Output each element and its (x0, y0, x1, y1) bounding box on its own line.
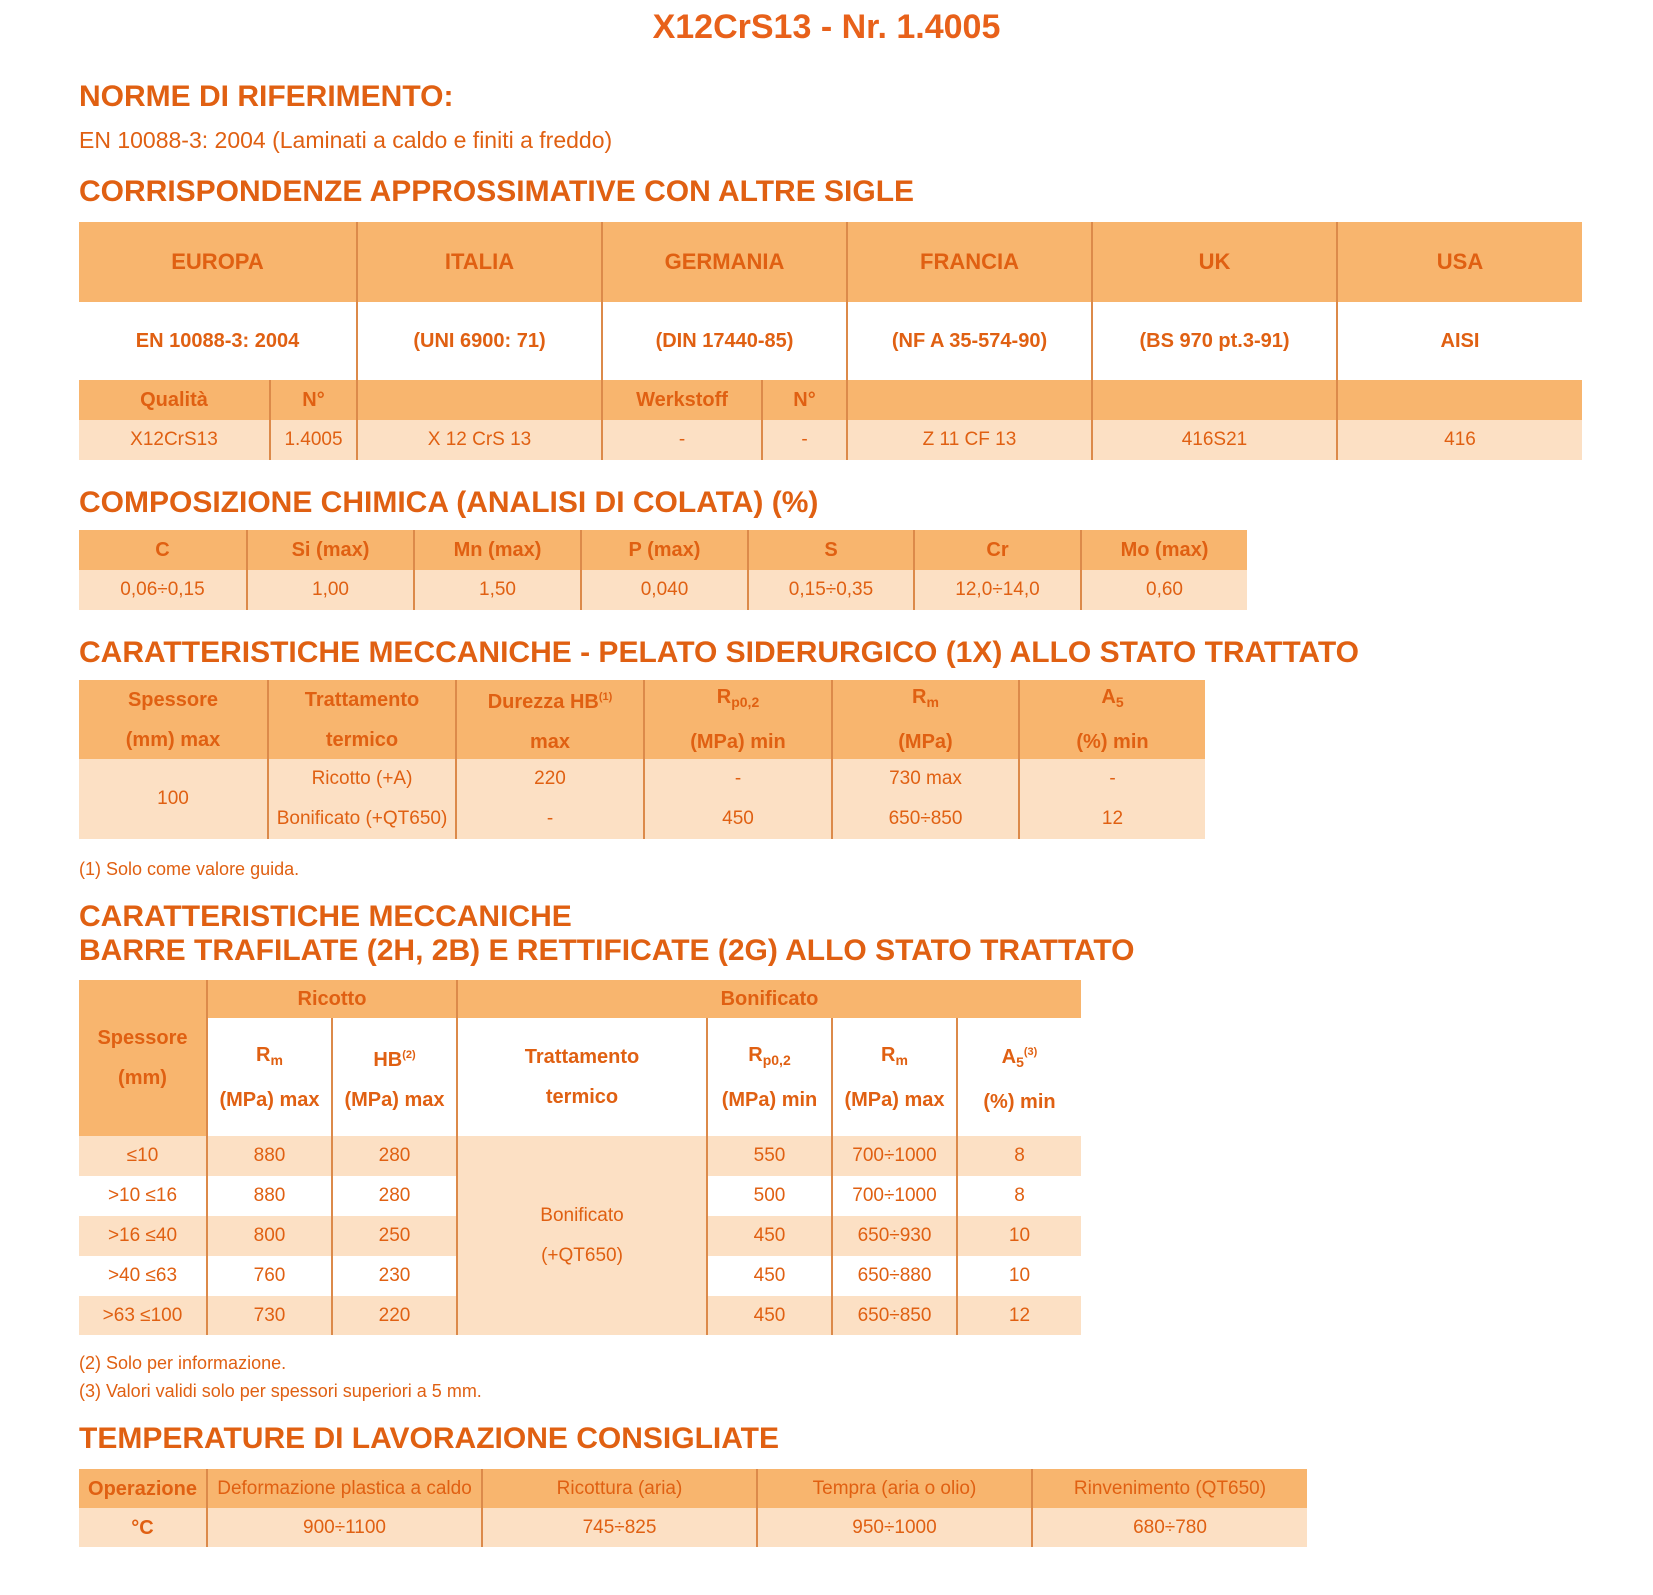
barre-hb-footnote-ref: (2) (402, 1048, 416, 1061)
norme-heading: NORME DI RIFERIMENTO: (79, 80, 454, 113)
temp-op-tempra: Tempra (aria o olio) (756, 1469, 1031, 1508)
value-werkstoff: - (601, 420, 761, 460)
subheader-uk-empty (1091, 380, 1336, 420)
pelato-row1-rp: - (643, 759, 831, 799)
page-title: X12CrS13 - Nr. 1.4005 (652, 8, 1001, 46)
country-uk: UK (1091, 222, 1336, 302)
barre-row3-rp: 450 (706, 1216, 831, 1256)
pelato-row2-rm: 650÷850 (831, 799, 1018, 839)
temperature-table (79, 1469, 1307, 1547)
comp-value-mn: 1,50 (413, 570, 580, 610)
comp-value-mo: 0,60 (1080, 570, 1247, 610)
temp-op-rinvenimento: Rinvenimento (QT650) (1031, 1469, 1307, 1508)
barre-row5-rm2: 650÷850 (831, 1296, 956, 1335)
temp-op-deformazione: Deformazione plastica a caldo (206, 1469, 481, 1508)
barre-row1-rm: 880 (206, 1136, 331, 1176)
barre-row5-hb: 220 (331, 1296, 456, 1335)
norme-text: EN 10088-3: 2004 (Laminati a caldo e finiti a freddo) (79, 127, 613, 153)
barre-header-trattamento-line2: termico (545, 1086, 619, 1108)
comp-header-mn: Mn (max) (413, 530, 580, 570)
barre-row3-hb: 250 (331, 1216, 456, 1256)
subheader-qualita: Qualità (79, 380, 269, 420)
standard-europa: EN 10088-3: 2004 (79, 302, 356, 380)
comp-header-cr: Cr (913, 530, 1080, 570)
durezza-label: Durezza HB (487, 691, 599, 713)
pelato-table (79, 680, 1205, 839)
barre-heading-1: CARATTERISTICHE MECCANICHE (79, 900, 572, 933)
barre-row4-a5: 10 (956, 1256, 1081, 1296)
pelato-header-durezza-line2: max (529, 731, 571, 753)
temp-label-unit: °C (79, 1508, 206, 1547)
barre-row4-hb: 230 (331, 1256, 456, 1296)
pelato-header-a5-line2: (%) min (1076, 731, 1149, 753)
barre-rm-subscript: m (270, 1051, 283, 1068)
a5-subscript: 5 (1115, 694, 1124, 710)
comp-header-c: C (79, 530, 246, 570)
barre-header-rp (706, 1018, 831, 1136)
value-usa: 416 (1336, 420, 1582, 460)
barre-row4-spessore: >40 ≤63 (79, 1256, 206, 1296)
pelato-header-rm-line1 (912, 677, 939, 722)
corrispondenze-heading: CORRISPONDENZE APPROSSIMATIVE CON ALTRE SIGLE (79, 175, 915, 208)
subheader-n1: N° (269, 380, 356, 420)
standard-italia: (UNI 6900: 71) (356, 302, 601, 380)
barre-row5-rp: 450 (706, 1296, 831, 1335)
standard-francia: (NF A 35-574-90) (846, 302, 1091, 380)
pelato-header-durezza (455, 680, 643, 759)
pelato-row2-a5: 12 (1018, 799, 1205, 839)
barre-row4-rp: 450 (706, 1256, 831, 1296)
pelato-header-spessore (79, 680, 267, 759)
barre-a5-footnote-ref: (3) (1023, 1046, 1038, 1058)
pelato-header-a5-line1 (1101, 677, 1123, 722)
country-germania: GERMANIA (601, 222, 846, 302)
subheader-italia-empty (356, 380, 601, 420)
pelato-header-trattamento-line2: termico (325, 728, 399, 751)
barre-header-rm-line2: (MPa) max (219, 1088, 320, 1111)
pelato-note: (1) Solo come valore guida. (79, 859, 300, 879)
country-francia: FRANCIA (846, 222, 1091, 302)
barre-header-spessore (79, 980, 206, 1136)
barre-row3-a5: 10 (956, 1216, 1081, 1256)
comp-value-p: 0,040 (580, 570, 747, 610)
barre-trattamento-line1: Bonificato (540, 1204, 624, 1226)
pelato-header-rp-line2: (MPa) min (690, 731, 786, 753)
barre-header-hb (331, 1018, 456, 1136)
comp-header-p: P (max) (580, 530, 747, 570)
barre-note-2: (2) Solo per informazione. (79, 1353, 287, 1373)
barre-note-3: (3) Valori validi solo per spessori superiori a 5 mm. (79, 1381, 482, 1401)
value-qualita: X12CrS13 (79, 420, 269, 460)
barre-row2-rm: 880 (206, 1176, 331, 1216)
temp-value-rinvenimento: 680÷780 (1031, 1508, 1307, 1547)
comp-header-si: Si (max) (246, 530, 413, 570)
subheader-usa-empty (1336, 380, 1582, 420)
barre-row1-spessore: ≤10 (79, 1136, 206, 1176)
barre-row2-a5: 8 (956, 1176, 1081, 1216)
barre-rm2-symbol: R (881, 1043, 896, 1066)
barre-rm-symbol: R (256, 1043, 271, 1066)
pelato-row1-a5: - (1018, 759, 1205, 799)
barre-rm2-subscript: m (895, 1051, 908, 1068)
standard-usa: AISI (1336, 302, 1582, 380)
barre-row1-rm2: 700÷1000 (831, 1136, 956, 1176)
value-uk: 416S21 (1091, 420, 1336, 460)
barre-trattamento-line2: (+QT650) (541, 1244, 623, 1266)
barre-hb-symbol: HB (373, 1048, 403, 1071)
barre-a5-symbol: A (1001, 1046, 1017, 1068)
value-italia: X 12 CrS 13 (356, 420, 601, 460)
temperature-heading: TEMPERATURE DI LAVORAZIONE CONSIGLIATE (79, 1422, 780, 1455)
standard-germania: (DIN 17440-85) (601, 302, 846, 380)
pelato-header-trattamento-line1: Trattamento (304, 688, 420, 711)
barre-row2-spessore: >10 ≤16 (79, 1176, 206, 1216)
temp-value-tempra: 950÷1000 (756, 1508, 1031, 1547)
barre-header-rp-line1 (748, 1035, 790, 1080)
barre-header-spessore-line2: (mm) (118, 1067, 167, 1089)
temp-value-deformazione: 900÷1100 (206, 1508, 481, 1547)
barre-header-a5-line1 (1002, 1032, 1038, 1082)
barre-header-trattamento (456, 1018, 706, 1136)
barre-trattamento-merged (456, 1136, 706, 1335)
barre-group-bonificato: Bonificato (456, 980, 1081, 1018)
barre-header-rm2-line1 (881, 1035, 908, 1080)
barre-header-a5-line2: (%) min (983, 1091, 1056, 1113)
barre-row2-rm2: 700÷1000 (831, 1176, 956, 1216)
barre-header-rm2 (831, 1018, 956, 1136)
pelato-header-trattamento (267, 680, 455, 759)
corrispondenze-table (79, 222, 1582, 460)
value-francia: Z 11 CF 13 (846, 420, 1091, 460)
temp-value-ricottura: 745÷825 (481, 1508, 756, 1547)
temp-label-operazione: Operazione (79, 1469, 206, 1508)
barre-rp-subscript: p0,2 (762, 1051, 791, 1068)
barre-row2-hb: 280 (331, 1176, 456, 1216)
barre-header-hb-line2: (MPa) max (344, 1088, 445, 1111)
composizione-table (79, 530, 1247, 610)
barre-row4-rm2: 650÷880 (831, 1256, 956, 1296)
barre-header-trattamento-line1: Trattamento (524, 1046, 640, 1068)
barre-row3-rm2: 650÷930 (831, 1216, 956, 1256)
barre-row2-rp: 500 (706, 1176, 831, 1216)
rm-symbol: R (912, 686, 927, 708)
pelato-header-rp (643, 680, 831, 759)
pelato-row1-rm: 730 max (831, 759, 1018, 799)
pelato-row2-rp: 450 (643, 799, 831, 839)
pelato-heading: CARATTERISTICHE MECCANICHE - PELATO SIDERURGICO (1X) ALLO STATO TRATTATO (79, 636, 1359, 669)
standard-uk: (BS 970 pt.3-91) (1091, 302, 1336, 380)
comp-value-si: 1,00 (246, 570, 413, 610)
barre-rp-symbol: R (748, 1043, 763, 1066)
pelato-spessore: 100 (79, 759, 267, 839)
barre-row5-spessore: >63 ≤100 (79, 1296, 206, 1335)
subheader-francia-empty (846, 380, 1091, 420)
barre-row1-rp: 550 (706, 1136, 831, 1176)
temp-op-ricottura: Ricottura (aria) (481, 1469, 756, 1508)
barre-a5-subscript: 5 (1016, 1054, 1024, 1070)
pelato-header-durezza-line1 (488, 677, 613, 722)
barre-row3-rm: 800 (206, 1216, 331, 1256)
pelato-row1-durezza: 220 (455, 759, 643, 799)
country-europa: EUROPA (79, 222, 356, 302)
value-werkstoff-n: - (761, 420, 846, 460)
pelato-row2-durezza: - (455, 799, 643, 839)
pelato-header-rp-line1 (717, 677, 759, 722)
barre-row1-hb: 280 (331, 1136, 456, 1176)
a5-symbol: A (1101, 686, 1116, 708)
composizione-heading: COMPOSIZIONE CHIMICA (ANALISI DI COLATA) (%) (79, 486, 819, 519)
barre-header-rm (206, 1018, 331, 1136)
barre-header-a5 (956, 1018, 1081, 1136)
rp-symbol: R (716, 686, 732, 708)
pelato-row2-trattamento: Bonificato (+QT650) (267, 799, 455, 839)
subheader-n2: N° (761, 380, 846, 420)
comp-value-c: 0,06÷0,15 (79, 570, 246, 610)
value-numero: 1.4005 (269, 420, 356, 460)
comp-header-s: S (747, 530, 913, 570)
barre-group-ricotto: Ricotto (206, 980, 456, 1018)
comp-header-mo: Mo (max) (1080, 530, 1247, 570)
pelato-row1-trattamento: Ricotto (+A) (267, 759, 455, 799)
barre-header-spessore-line1: Spessore (97, 1027, 188, 1049)
barre-row1-a5: 8 (956, 1136, 1081, 1176)
barre-row3-spessore: >16 ≤40 (79, 1216, 206, 1256)
pelato-header-rm (831, 680, 1018, 759)
barre-heading-2: BARRE TRAFILATE (2H, 2B) E RETTIFICATE (2G) ALLO STATO TRATTATO (79, 934, 1135, 967)
barre-header-rp-line2: (MPa) min (721, 1088, 818, 1111)
comp-value-cr: 12,0÷14,0 (913, 570, 1080, 610)
pelato-header-spessore-line1: Spessore (127, 688, 219, 711)
comp-value-s: 0,15÷0,35 (747, 570, 913, 610)
barre-row5-a5: 12 (956, 1296, 1081, 1335)
rm-subscript: m (926, 694, 939, 710)
country-usa: USA (1336, 222, 1582, 302)
pelato-header-a5 (1018, 680, 1205, 759)
barre-header-hb-line1 (373, 1035, 415, 1080)
subheader-werkstoff: Werkstoff (601, 380, 761, 420)
barre-header-rm2-line2: (MPa) max (844, 1088, 945, 1111)
barre-row4-rm: 760 (206, 1256, 331, 1296)
durezza-footnote-ref: (1) (598, 691, 613, 703)
rp-subscript: p0,2 (731, 694, 760, 710)
pelato-header-spessore-line2: (mm) max (125, 728, 221, 751)
country-italia: ITALIA (356, 222, 601, 302)
barre-table (79, 980, 1081, 1335)
barre-header-rm-line1 (256, 1035, 283, 1080)
barre-row5-rm: 730 (206, 1296, 331, 1335)
pelato-header-rm-line2: (MPa) (898, 731, 953, 753)
